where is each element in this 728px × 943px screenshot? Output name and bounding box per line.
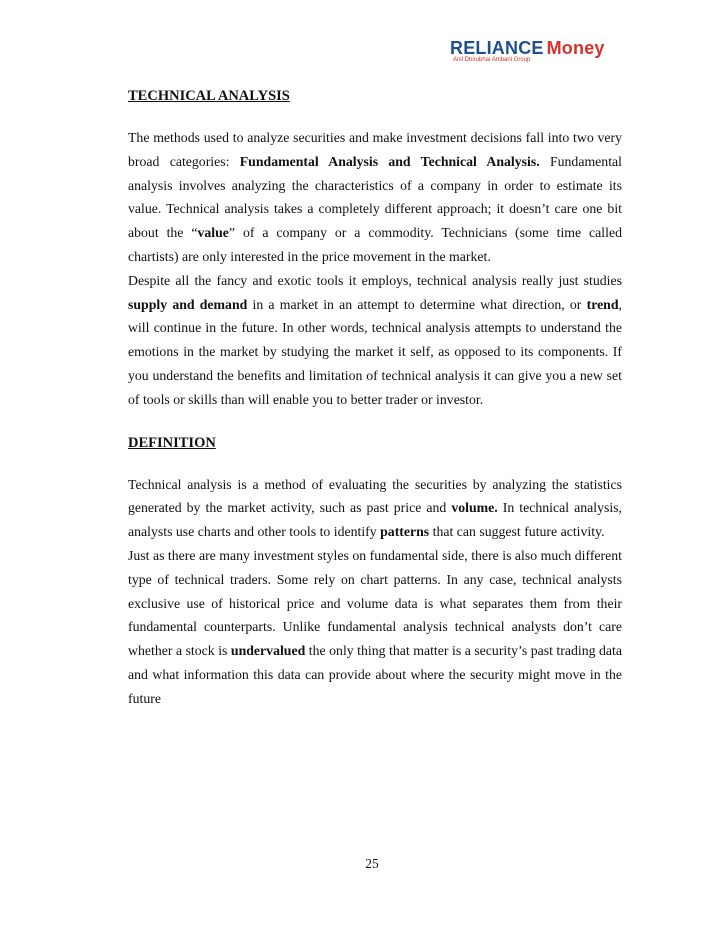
text-span: Despite all the fancy and exotic tools it employs, technical analysis really just studies (128, 272, 622, 288)
logo-brand (450, 38, 605, 59)
text-span: ” of a company or a commodity. Technicians (some time called chartists) are only interested in the price movement in the market. (128, 225, 622, 264)
bold-term-trend: trend (586, 296, 619, 312)
section-title-technical-analysis: TECHNICAL ANALYSIS (128, 88, 290, 104)
bold-term-supply-demand: supply and demand (128, 296, 248, 312)
bold-term-volume: volume. (451, 500, 498, 516)
bold-term-value: value (197, 225, 229, 241)
bold-term-patterns: patterns (380, 524, 430, 540)
bold-term-undervalued: undervalued (230, 643, 306, 659)
reliance-money-logo (448, 38, 628, 72)
bold-term-fundamental-technical: Fundamental Analysis and Technical Analysis. (239, 153, 540, 169)
text-span: Technical analysis is a method of evaluating the securities by analyzing the statistics generated by the market activity, such as past price and (128, 476, 622, 516)
paragraph-supply-demand (128, 269, 622, 412)
text-span: , will continue in the future. In other words, technical analysis attempts to understand the emotions in the market by studying the market it self, as opposed to its components. If you understand the benefits and limitation of technical analysis it can give you a new set of tools or skills than will enable you to better trader or investor. (128, 296, 622, 407)
document-body (128, 82, 622, 711)
text-span: The methods used to analyze securities and make investment decisions fall into two very broad categories: (128, 130, 622, 169)
paragraph-definition (128, 473, 622, 544)
text-span: the only thing that matter is a security’s past trading data and what information this data can provide about where the security might move in the future (128, 643, 622, 706)
logo-brand-name: RELIANCE (450, 38, 544, 58)
logo-tagline: Anil Dhirubhai Ambani Group (453, 57, 531, 63)
text-span: in a market in an attempt to determine what direction, or (247, 296, 587, 312)
paragraph-traders (128, 544, 622, 711)
text-span: Just as there are many investment styles on fundamental side, there is also much different type of technical traders. Some rely on chart patterns. In any case, technical analysts exclusive use of historical price and volume data is what separates them from their fundamental counterparts. Unlike fundamental analysis technical analysts don’t care whether a stock is (128, 547, 622, 659)
logo-brand-money: Money (546, 38, 605, 58)
page-number: 25 (365, 856, 379, 871)
text-span: that can suggest future activity. (429, 524, 605, 540)
paragraph-intro (128, 126, 622, 269)
section-title-definition: DEFINITION (128, 434, 216, 451)
text-span: In technical analysis, analysts use charts and other tools to identify (128, 500, 623, 540)
text-span: Fundamental analysis involves analyzing the characteristics of a company in order to estimate its value. Technical analysis takes a completely different approach; it doesn’t care one bit about the “ (128, 153, 622, 241)
